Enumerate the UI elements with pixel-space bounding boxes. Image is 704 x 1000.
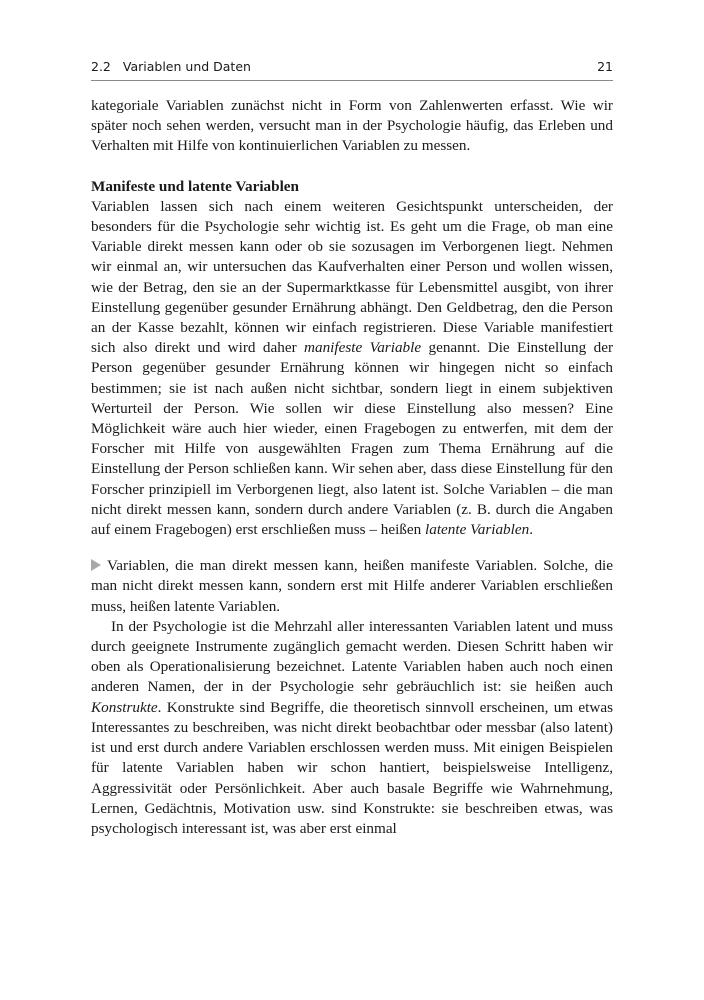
summary-box bbox=[91, 556, 613, 617]
term-latente-variablen: latente Variablen bbox=[425, 521, 530, 539]
page-body bbox=[91, 96, 613, 839]
summary-text: Variablen, die man direkt messen kann, heißen manifeste Variablen. Solche, die man nicht direkt messen kann, sondern erst mit Hilfe anderer Variablen erschließen muss, heißen latente Variablen. bbox=[91, 557, 613, 615]
paragraph-text: Variablen lassen sich nach einem weiteren Gesichtspunkt unterscheiden, der besonders für die Psychologie sehr wichtig ist. Es geht um die Frage, ob man eine Variable direkt messen kann oder ob sie sozusagen im Verborgenen liegt. Nehmen wir einmal an, wir untersuchen das Kaufverhalten einer Person und wollen wissen, wie der Betrag, den sie an der Supermarktkasse für Lebensmittel ausgibt, von ihrer Einstellung gegenüber gesunder Ernährung abhängt. Den Geldbetrag, den die Person an der Kasse bezahlt, können wir einfach registrieren. Diese Variable manifestiert sich also direkt und wird daher bbox=[91, 197, 613, 357]
term-konstrukte: Konstrukte bbox=[91, 698, 158, 716]
page-number: 21 bbox=[597, 59, 613, 74]
paragraph-continued: kategoriale Variablen zunächst nicht in Form von Zahlenwerten erfasst. Wie wir später noch sehen werden, versucht man in der Psychologie häufig, das Erleben und Verhalten mit Hilfe von kontinuierlichen Variablen zu messen. bbox=[91, 97, 613, 155]
section-title: Variablen und Daten bbox=[122, 59, 251, 74]
running-header bbox=[91, 58, 613, 81]
paragraph-manifest-latent bbox=[91, 197, 613, 540]
paragraph-constructs bbox=[91, 617, 613, 839]
subsection-heading: Manifeste und latente Variablen bbox=[91, 177, 299, 195]
paragraph-text: . Konstrukte sind Begriffe, die theoretisch sinnvoll erscheinen, um etwas Interessantes zu beschreiben, was nicht direkt beobachtbar oder messbar (also latent) ist und erst durch andere Variablen erschlossen werden muss. Mit einigen Beispielen für latente Variablen haben wir schon hantiert, beispielsweise Intelligenz, Aggressivität oder Persönlichkeit. Aber auch basale Begriffe wie Wahrnehmung, Lernen, Gedächtnis, Motivation usw. sind Konstrukte: sie beschreiben etwas, was psychologisch interessant ist, was aber erst einmal bbox=[91, 698, 613, 837]
triangle-right-marker-icon bbox=[91, 559, 101, 571]
paragraph-text: . bbox=[529, 521, 533, 539]
term-manifeste-variable: manifeste Variable bbox=[304, 339, 422, 357]
section-number: 2.2 bbox=[91, 59, 111, 74]
paragraph-text: In der Psychologie ist die Mehrzahl aller interessanten Variablen latent und muss durch geeignete Instrumente zugänglich gemacht werden. Diesen Schritt haben wir oben als Operationalisierung bezeichnet. Latente Variablen haben auch noch einen anderen Namen, der in der Psychologie sehr gebräuchlich ist: sie heißen auch bbox=[91, 617, 613, 696]
paragraph-text: genannt. Die Einstellung der Person gegenüber gesunder Ernährung können wir hingegen nicht so einfach bestimmen; sie ist nach außen nicht sichtbar, sondern liegt in einem subjektiven Werturteil der Person. Wie sollen wir diese Einstellung also messen? Eine Möglichkeit wäre auch hier wieder, einen Fragebogen zu entwerfen, mit dem der Forscher mit Hilfe von ausgewählten Fragen zum Thema Ernährung auf die Einstellung der Person schließen kann. Wir sehen aber, dass diese Einstellung für den Forscher prinzipiell im Verborgenen liegt, also latent ist. Solche Variablen – die man nicht direkt messen kann, sondern durch andere Variablen (z. B. durch die Angaben auf einem Fragebogen) erst erschließen muss – heißen bbox=[91, 339, 614, 539]
